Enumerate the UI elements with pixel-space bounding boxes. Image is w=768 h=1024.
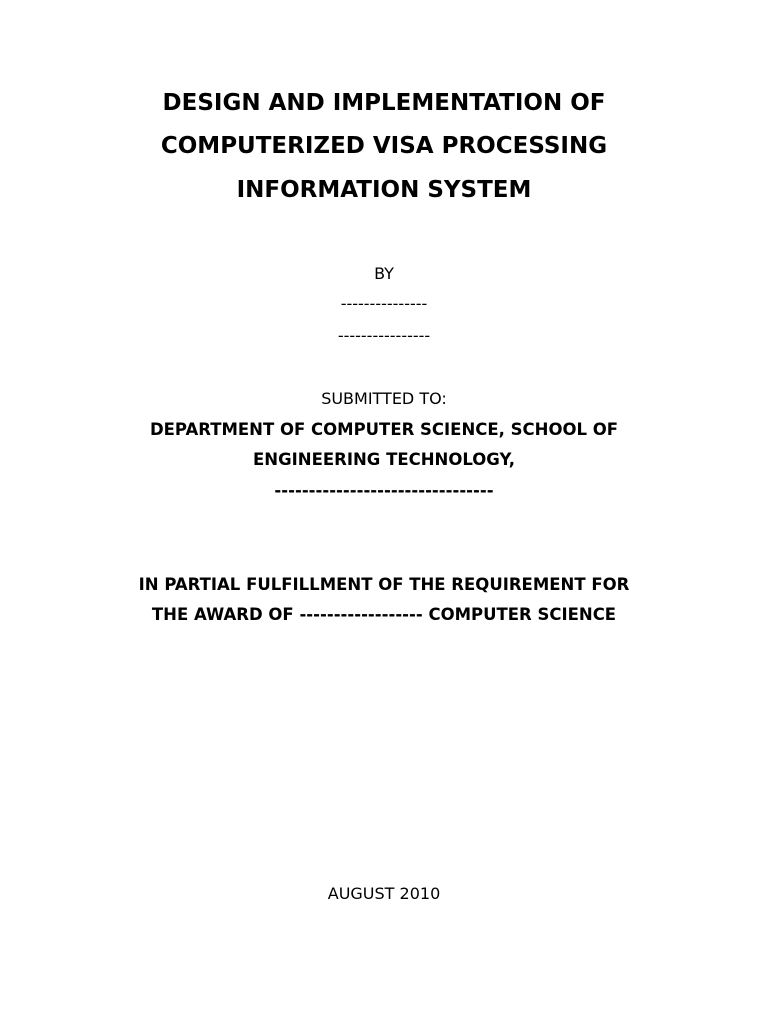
title-line-1: DESIGN AND IMPLEMENTATION OF bbox=[162, 90, 606, 116]
submitted-to-label: SUBMITTED TO: bbox=[321, 389, 447, 408]
institution-placeholder: -------------------------------- bbox=[274, 481, 494, 500]
title-line-2: COMPUTERIZED VISA PROCESSING bbox=[160, 133, 608, 159]
department-line-2: ENGINEERING TECHNOLOGY, bbox=[253, 450, 515, 469]
purpose-line-1: IN PARTIAL FULFILLMENT OF THE REQUIREMENT FOR bbox=[138, 575, 630, 594]
purpose-line-2: THE AWARD OF ------------------ COMPUTER SCIENCE bbox=[151, 605, 617, 624]
department-line-1: DEPARTMENT OF COMPUTER SCIENCE, SCHOOL OF bbox=[149, 420, 619, 439]
author-name-placeholder-1: --------------- bbox=[340, 294, 428, 313]
by-label: BY bbox=[374, 264, 394, 283]
submission-date: AUGUST 2010 bbox=[327, 884, 441, 903]
author-name-placeholder-2: ---------------- bbox=[337, 326, 431, 345]
title-line-3: INFORMATION SYSTEM bbox=[236, 177, 532, 203]
